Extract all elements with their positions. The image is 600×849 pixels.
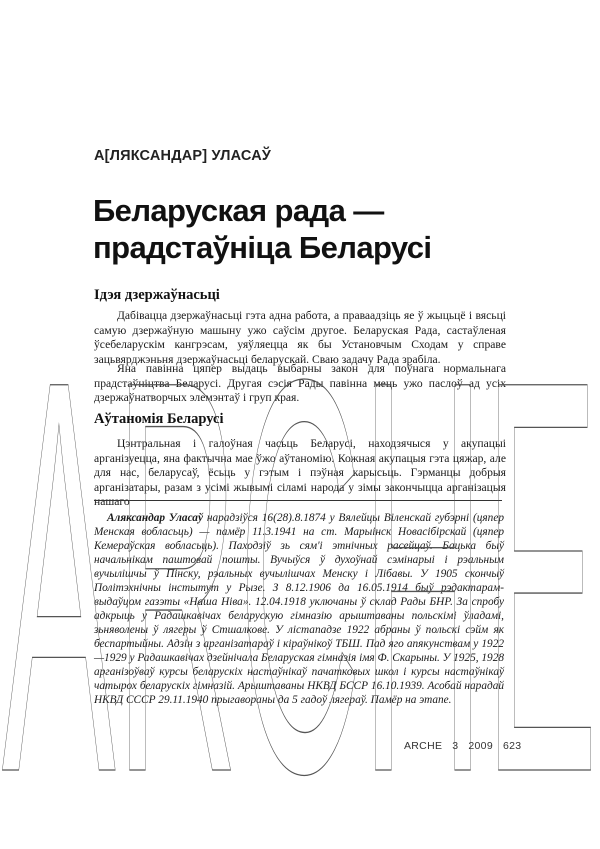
watermark-letters: ARCHE [2, 263, 598, 849]
footer-journal: ARCHE [404, 740, 443, 752]
paragraph-3: Цэнтральная і галоўная часьць Беларусі, находзячыся у акупацыі арганізуецца, яна фактычна мае ўжо аўтаномію. Кожная акупацыя гэта цяжар, але для нас, беларусаў, ёсьць у гэтым і пэўная карысьць. Гэрманцы добрыя арганізатары, разам з усімі жывымі сіламі народа у зімы закончыцца арганізацыя нашаго [94, 437, 506, 509]
title-line-2: прадстаўніца Беларусі [93, 230, 432, 265]
section-heading-autonomy: Аўтаномія Беларусі [94, 411, 224, 427]
footer-issue: 3 [452, 740, 459, 752]
footer-page-number: 623 [502, 740, 522, 752]
author-name: А[ЛЯКСАНДАР] УЛАСАЎ [94, 148, 272, 164]
bio-name: Аляксандар Уласаў [107, 512, 203, 524]
section-heading-statehood: Ідэя дзержаўнасьці [94, 287, 220, 303]
author-biography [94, 511, 504, 707]
page-footer [404, 740, 531, 752]
title-line-1: Беларуская рада — [93, 193, 384, 228]
footer-year: 2009 [468, 740, 493, 752]
footnote-divider [94, 500, 502, 501]
paragraph-2: Яна павінна цяпер выдаць выбарны закон для поўнага нормальнага прадстаўніцтва Беларусі. Другая сэсія Рады павінна мець ужо паслоў ад усіх дзержаўнатворчых элемэнтаў і груп края. [94, 362, 506, 405]
bio-text: нарадзіўся 16(28).8.1874 у Вялейцы Віленскай губэрні (цяпер Менская вобласьць) — памёр 11.3.1941 на ст. Марыінск Новасібірскай (цяпер Кемераўская вобласьць). Паходзіў зь сям'і этнічных расейцаў. Бацька быў начальнікам паштовай пошты. Вучыўся ў духоўнай сэмінарыі і рэальным вучылішчы ў Пінску, рэальных вучылішчах Менску і Лібавы. У 1905 скончыў Політэхнічны інстытут у Рызе. З 8.12.1906 да 16.05.1914 быў рэдактарам-выдаўцом газэты «Наша Ніва». 12.04.1918 уключаны ў склад Рады БНР. За спробу адкрыць у Радашкавічах беларускую гімназію арыштаваны польскімі ўладамі, зьняволены ў лягеры ў Стшалкове. У лістападзе 1922 абраны ў польскі сэйм як беспартыйны. Адзін з арганізатараў і кіраўнікоў ТБШ. Пад яго апякунствам у 1922—1929 у Радашкавічах дзейнічала Беларуская гімназія імя Ф. Скарыны. У 1925, 1928 арганізоўваў курсы беларускіх настаўнікаў пачатковых школ і курсы настаўнікаў чатырох беларускіх гімназій. Арыштаваны НКВД БССР 16.10.1939. Асобай нарадай НКВД СССР 29.11.1940 прыгавораны да 5 гадоў лягераў. Памёр на этапе. [94, 512, 504, 706]
paragraph-1: Дабіваццa дзержаўнасьці гэта адна работа, а праваадзіць яе ў жыцьцё і вясьці самую дзержаўную машыну ужо саўсім другое. Беларуская Рада, састаўленая ўсебеларускім кангрэсам, уяўляецца як бы Установчым Сходам у справе зацьвярджэньня дзержаўнасьці беларускай. Сваю задачу Рада зрабіла. [94, 309, 506, 366]
article-title [93, 192, 523, 266]
